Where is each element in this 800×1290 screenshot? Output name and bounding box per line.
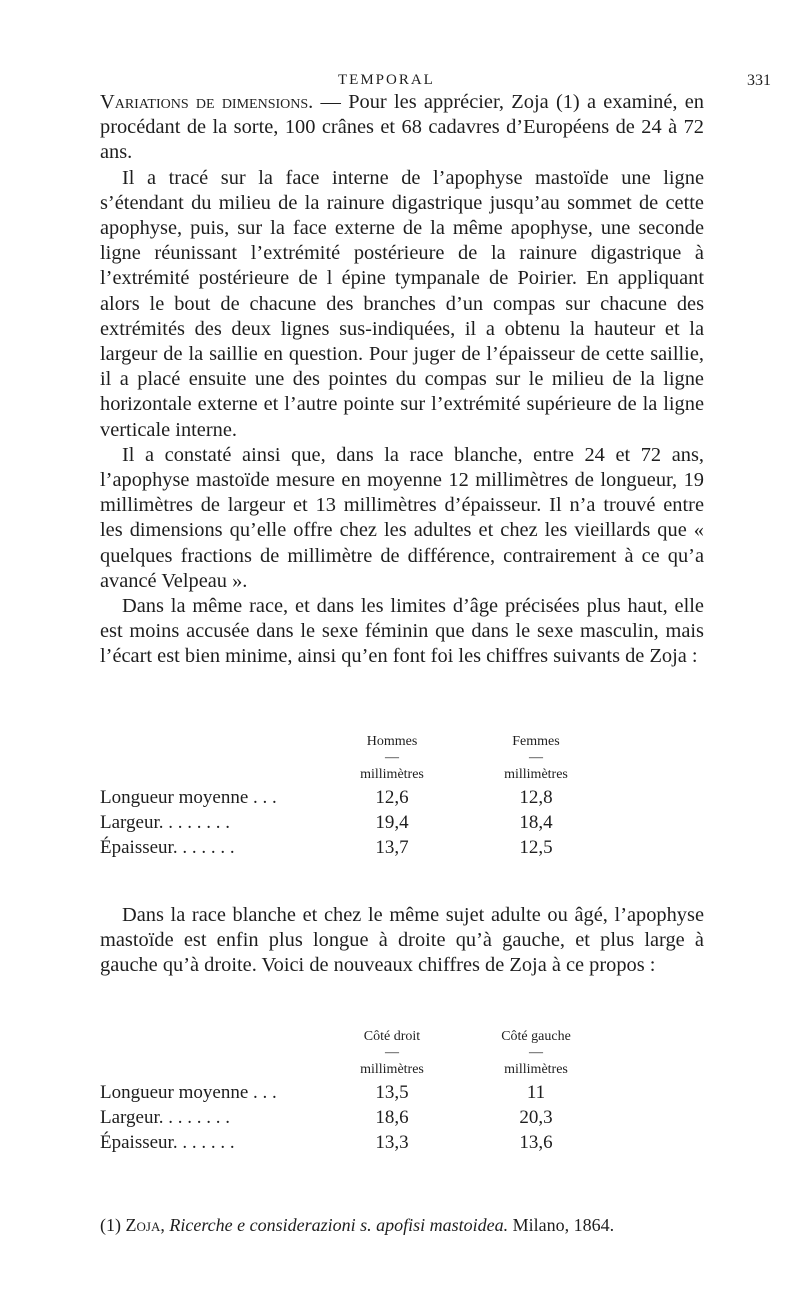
table-dash-row xyxy=(100,751,606,765)
unit-label: millimètres xyxy=(504,1062,568,1077)
table-dash-row xyxy=(100,1046,606,1060)
table-header-row xyxy=(100,1028,606,1046)
row-label: Longueur moyenne . . . xyxy=(100,1081,277,1103)
value-hommes: 12,6 xyxy=(375,786,409,808)
value-gauche: 20,3 xyxy=(519,1106,553,1128)
body-text-2 xyxy=(100,903,704,979)
value-femmes: 12,8 xyxy=(519,786,553,808)
dash: — xyxy=(529,1045,543,1060)
paragraph-method: Il a tracé sur la face interne de l’apophyse mastoïde une ligne s’étendant du milieu de la rainure digastrique jusqu’au sommet de cette apophyse, puis, sur la face externe de la même apophyse, une seconde ligne réunissant l’extrémité postérieure de la rainure digastrique à l’extrémité postérieure de l épine tympanale de Poirier. En appliquant alors le bout de chacune des branches d’un compas sur chacune des extrémités des deux lignes sus-indiquées, il a obtenu la hauteur et la largeur de la saillie en question. Pour juger de l’épaisseur de cette saillie, il a placé ensuite une des pointes du compas sur le milieu de la ligne horizontale externe et l’autre pointe sur l’extrémité supérieure de la ligne verticale interne. xyxy=(100,166,704,441)
table-row xyxy=(100,1105,606,1130)
value-gauche: 11 xyxy=(526,1081,546,1103)
table-unit-row xyxy=(100,765,606,785)
row-label: Largeur. . . . . . . . xyxy=(100,1106,230,1128)
table-row xyxy=(100,1080,606,1105)
unit-label: millimètres xyxy=(360,767,424,782)
footnote-publication: Milano, 1864. xyxy=(508,1215,615,1235)
row-label: Épaisseur. . . . . . . xyxy=(100,836,235,858)
value-hommes: 13,7 xyxy=(375,836,409,858)
row-label: Longueur moyenne . . . xyxy=(100,786,277,808)
column-header-cote-gauche: Côté gauche xyxy=(501,1029,571,1044)
value-femmes: 18,4 xyxy=(519,811,553,833)
unit-label: millimètres xyxy=(504,767,568,782)
paragraph-results: Il a constaté ainsi que, dans la race blanche, entre 24 et 72 ans, l’apophyse mastoïde mesure en moyenne 12 millimètres de longueur, 19 millimètres de largeur et 13 millimètres d’épaisseur. Il n’a trouvé entre les dimensions qu’elle offre chez les adultes et chez les vieillards que « quelques fractions de millimètre de différence, contrairement à ce qu’a avancé Velpeau ». xyxy=(100,443,704,592)
value-hommes: 19,4 xyxy=(375,811,409,833)
table-by-side xyxy=(100,1028,606,1155)
page-number: 331 xyxy=(747,72,771,89)
table-by-sex xyxy=(100,733,606,860)
table-header-row xyxy=(100,733,606,751)
row-label: Largeur. . . . . . . . xyxy=(100,811,230,833)
table-row xyxy=(100,810,606,835)
dash: — xyxy=(385,1045,399,1060)
running-title: TEMPORAL xyxy=(338,72,435,88)
column-header-cote-droit: Côté droit xyxy=(363,1029,421,1044)
table-unit-row xyxy=(100,1060,606,1080)
value-femmes: 12,5 xyxy=(519,836,553,858)
unit-label: millimètres xyxy=(360,1062,424,1077)
footnote-marker: (1) xyxy=(100,1215,126,1235)
dash: — xyxy=(529,750,543,765)
value-droit: 13,3 xyxy=(375,1131,409,1153)
paragraph-side: Dans la race blanche et chez le même sujet adulte ou âgé, l’apophyse mastoïde est enfin plus longue à droite qu’à gauche, et plus large à gauche qu’à droite. Voici de nouveaux chiffres de Zoja à ce propos : xyxy=(100,904,704,977)
column-header-femmes: Femmes xyxy=(512,734,560,749)
dash: — xyxy=(385,750,399,765)
paragraph-variations xyxy=(100,90,704,166)
footnote xyxy=(100,1215,720,1236)
paragraph-sex-intro: Dans la même race, et dans les limites d’âge précisées plus haut, elle est moins accusée dans le sexe féminin que dans le sexe masculin, mais l’écart est bien minime, ainsi qu’en font foi les chiffres suivants de Zoja : xyxy=(100,595,704,668)
footnote-author: Zoja xyxy=(125,1215,161,1235)
column-header-hommes: Hommes xyxy=(366,734,418,749)
table-row xyxy=(100,785,606,810)
value-droit: 18,6 xyxy=(375,1106,409,1128)
value-droit: 13,5 xyxy=(375,1081,409,1103)
footnote-title: Ricerche e considerazioni s. apofisi mastoidea. xyxy=(169,1215,509,1235)
value-gauche: 13,6 xyxy=(519,1131,553,1153)
table-row xyxy=(100,1130,606,1155)
row-label: Épaisseur. . . . . . . xyxy=(100,1131,235,1153)
paragraph-text: — Pour les apprécier, Zoja (1) a examiné, en procédant de la sorte, 100 crânes et 68 cadavres d’Européens de 24 à 72 ans. xyxy=(100,91,704,164)
body-text xyxy=(100,90,704,670)
footnote-separator: , xyxy=(160,1215,170,1235)
section-lead: Variations de dimensions. xyxy=(100,91,314,113)
table-row xyxy=(100,835,606,860)
